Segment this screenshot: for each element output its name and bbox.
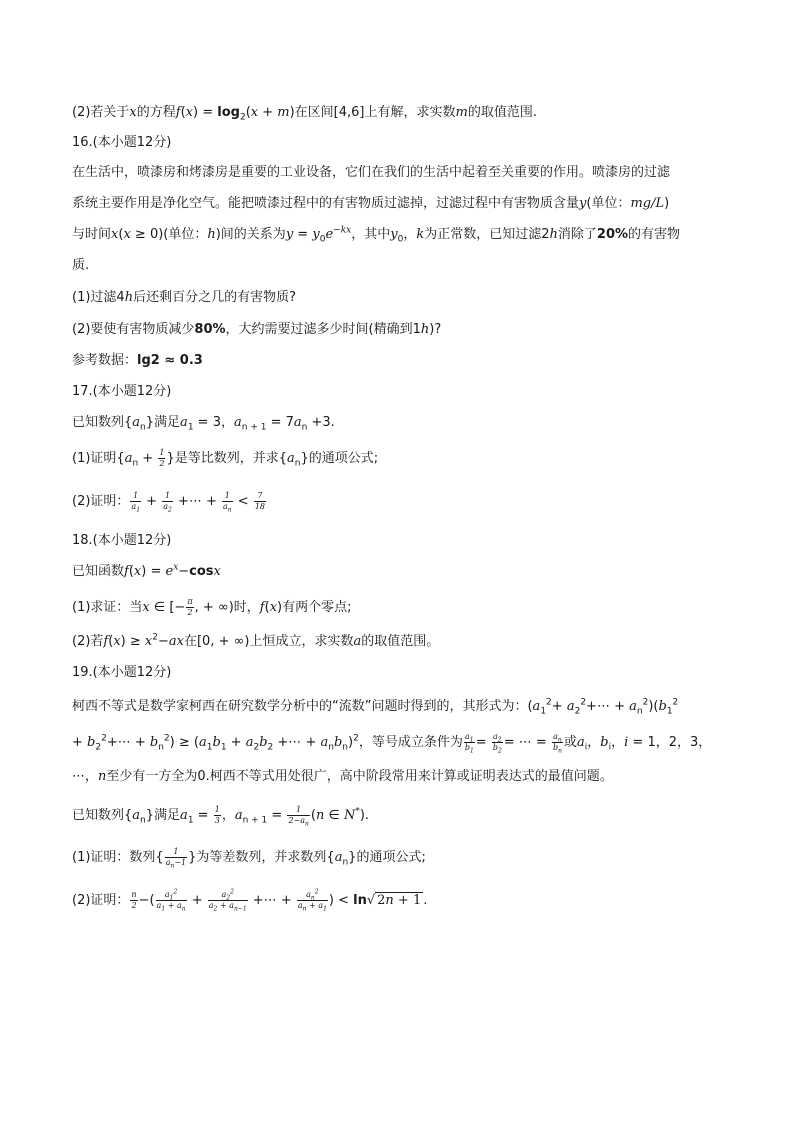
q16-part1: (1)过滤4h后还剩百分之几的有害物质? bbox=[72, 290, 296, 305]
q16-intro-line3: 与时间x(x ≥ 0)(单位：h)间的关系为$y = y_0e^{-kx}$，其中$y_0$，k为正常数，已知过滤2h消除了20%的有害物 bbox=[72, 225, 681, 245]
q19-intro-line1: 柯西不等式是数学家柯西在研究数学分析中的“流数”问题时得到的，其形式为：($a_1^2+$ $a_2^2+\cdots + a_n^2)(b_1^2$ bbox=[72, 697, 679, 717]
q17-given: 已知数列$\{a_n\}$满足$a_1 = 3$，$a_{n + 1} = 7a_n +3$. bbox=[72, 415, 335, 433]
q18-part2: (2)若$f(x) \ge x^2-ax$在[0, + ∞)上恒成立，求实数a的取值范围。 bbox=[72, 632, 440, 649]
q19-intro-line3: ⋯，n至少有一方全为0.柯西不等式用处很广，高中阶段常用来计算或证明表达式的最值问题。 bbox=[72, 769, 613, 784]
q15-part2: (2)若关于x的方程$f(x) = \log_2(x + m)$在区间[4,6]上有解，求实数m的取值范围. bbox=[72, 105, 537, 123]
q19-header: 19.(本小题12分) bbox=[72, 665, 172, 680]
q16-reference: 参考数据：lg2 ≈ 0.3 bbox=[72, 353, 203, 368]
q19-part2: (2)证明： $\frac{n}{2}$ −( $\frac{a_1^2}{a_1 + a_n}$ + $\frac{a_2^2}{a_2 + a_{n-1}}$ +⋯ + $\frac{a_n^2}{a_n + a_1}$ ) < ln√ 2n + 1 . bbox=[72, 888, 428, 913]
q18-part1: (1)求证：当x ∈ [− $\frac{\pi}{2}$ , + ∞)时，f(x)有两个零点; bbox=[72, 597, 352, 617]
q16-intro-line2: 系统主要作用是净化空气。能把喷漆过程中的有害物质过滤掉，过滤过程中有害物质含量y(单位：mg/L) bbox=[72, 196, 670, 211]
q18-header: 18.(本小题12分) bbox=[72, 533, 172, 548]
q18-given: 已知函数$f(x) = e^x-\cos x$ bbox=[72, 562, 221, 579]
q17-part2: (2)证明： $\frac{1}{a_1}$ + $\frac{1}{a_2}$ +⋯ + $\frac{1}{a_n}$ < $\frac{7}{18}$ bbox=[72, 491, 266, 514]
q16-part2: (2)要使有害物质减少80%，大约需要过滤多少时间(精确到1h)? bbox=[72, 322, 442, 337]
q17-part1: (1)证明{$a_n$ + $\frac{1}{2}$ }是等比数列，并求$\{a_n\}$的通项公式; bbox=[72, 448, 379, 469]
q16-header: 16.(本小题12分) bbox=[72, 135, 172, 150]
q17-header: 17.(本小题12分) bbox=[72, 384, 172, 399]
q16-intro-line1: 在生活中，喷漆房和烤漆房是重要的工业设备，它们在我们的生活中起着至关重要的作用。喷漆房的过滤 bbox=[72, 165, 671, 180]
q19-intro-line2: + $b_2^2+\cdots + b_n^2) \ge (a_1b_1 + a_2b_2$ +⋯ + $a_nb_n)^2$，等号成立条件为 $\frac{a_1}{b_1}$ = $\frac{a_2}{b_2}$ = ⋯ = $\frac{a_n}{b_n}$ 或$a_i$，$b_i$，i = 1，2，3， bbox=[72, 732, 712, 755]
q19-given: 已知数列$\{a_n\}$满足$a_1$ = $\frac{1}{3}$ ，$a_{n + 1}$ = $\frac{1}{2-a_n}$ (n ∈ N*). bbox=[72, 805, 370, 828]
q16-intro-line4: 质. bbox=[72, 258, 90, 273]
q19-part1: (1)证明：数列{ $\frac{1}{a_n-1}$ }为等差数列，并求数列$\{a_n\}$的通项公式; bbox=[72, 847, 426, 870]
